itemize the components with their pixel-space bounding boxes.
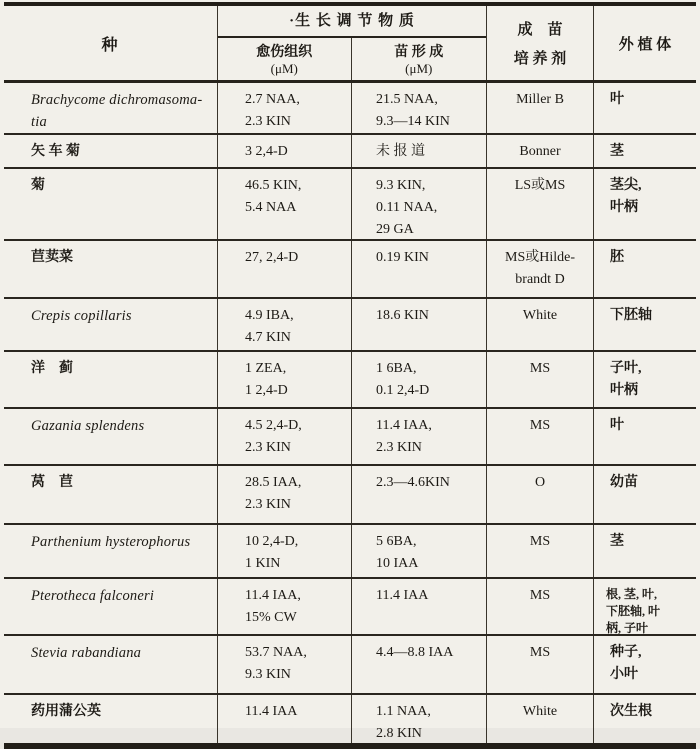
- medium-line: White: [522, 704, 558, 719]
- species-cell: [4, 299, 218, 350]
- explant-cell: [594, 695, 696, 743]
- medium-cell: [487, 352, 594, 407]
- explant-line: 叶: [610, 418, 624, 433]
- species-cell: [4, 579, 218, 634]
- header-explant: [594, 6, 696, 80]
- species-line: Brachycome dichromasoma-: [31, 92, 203, 108]
- shoot-cell: [352, 579, 487, 634]
- callus-cell: [218, 636, 352, 693]
- callus-line: 2.3 KIN: [245, 440, 291, 455]
- species-line: 菊: [31, 178, 45, 193]
- header-medium-line2: 培 养 剂: [513, 51, 567, 67]
- shoot-line: 9.3 KIN,: [376, 178, 426, 193]
- explant-cell: [594, 636, 696, 693]
- explant-line: 柄, 子叶: [606, 621, 649, 635]
- medium-cell: [487, 299, 594, 350]
- explant-line: 幼苗: [610, 475, 638, 490]
- explant-cell: [594, 525, 696, 577]
- callus-cell: [218, 169, 352, 239]
- shoot-cell: [352, 169, 487, 239]
- medium-line: MS: [529, 588, 551, 603]
- callus-cell: [218, 409, 352, 464]
- medium-line: MS: [529, 534, 551, 549]
- table-row: [4, 409, 696, 466]
- header-medium: [487, 6, 594, 80]
- callus-line: 46.5 KIN,: [245, 178, 302, 193]
- explant-cell: [594, 466, 696, 523]
- explant-line: 下胚轴, 叶: [606, 604, 661, 618]
- species-line: Crepis copillaris: [31, 308, 132, 324]
- medium-cell: [487, 83, 594, 133]
- shoot-cell: [352, 525, 487, 577]
- shoot-line: 21.5 NAA,: [376, 92, 438, 107]
- callus-cell: [218, 83, 352, 133]
- callus-line: 11.4 IAA: [245, 704, 298, 719]
- explant-line: 茎: [610, 534, 624, 549]
- table-row: [4, 695, 696, 743]
- species-cell: [4, 466, 218, 523]
- table-row: [4, 299, 696, 352]
- tissue-culture-table: [4, 2, 696, 749]
- medium-cell: [487, 525, 594, 577]
- species-cell: [4, 241, 218, 297]
- species-line: tia: [31, 114, 47, 130]
- explant-cell: [594, 579, 696, 634]
- header-species-label: 种: [101, 36, 120, 54]
- shoot-cell: [352, 695, 487, 743]
- shoot-line: 11.4 IAA,: [376, 418, 432, 433]
- header-callus: [218, 38, 352, 80]
- shoot-line: 1 6BA,: [376, 361, 417, 376]
- table-row: [4, 135, 696, 169]
- callus-line: 4.7 KIN: [245, 330, 291, 345]
- shoot-cell: [352, 83, 487, 133]
- callus-cell: [218, 299, 352, 350]
- species-line: Gazania splendens: [31, 418, 145, 434]
- explant-cell: [594, 241, 696, 297]
- species-cell: [4, 135, 218, 167]
- callus-cell: [218, 352, 352, 407]
- explant-cell: [594, 83, 696, 133]
- table-row: [4, 636, 696, 695]
- shoot-cell: [352, 352, 487, 407]
- shoot-line: 18.6 KIN: [376, 308, 429, 323]
- callus-line: 2.7 NAA,: [245, 92, 300, 107]
- species-cell: [4, 525, 218, 577]
- medium-line: Bonner: [519, 144, 561, 159]
- shoot-cell: [352, 466, 487, 523]
- species-cell: [4, 636, 218, 693]
- explant-line: 下胚轴: [610, 308, 652, 323]
- medium-line: MS: [529, 645, 551, 660]
- medium-line: MS: [529, 361, 551, 376]
- header-callus-label: 愈伤组织: [256, 45, 313, 60]
- explant-line: 叶: [610, 92, 624, 107]
- species-line: 洋 蓟: [31, 361, 73, 376]
- explant-cell: [594, 169, 696, 239]
- callus-line: 53.7 NAA,: [245, 645, 307, 660]
- species-line: 药用蒲公英: [31, 704, 101, 719]
- shoot-cell: [352, 636, 487, 693]
- table-row: [4, 352, 696, 409]
- table-row: [4, 241, 696, 299]
- explant-line: 胚: [610, 250, 624, 265]
- medium-cell: [487, 135, 594, 167]
- callus-line: 5.4 NAA: [245, 200, 297, 215]
- species-line: Parthenium hysterophorus: [31, 534, 191, 550]
- callus-line: 1 KIN: [245, 556, 281, 571]
- explant-line: 叶柄: [610, 200, 638, 215]
- callus-cell: [218, 135, 352, 167]
- header-growth-regulators-group: [218, 6, 487, 80]
- shoot-line: 2.3 KIN: [376, 440, 422, 455]
- explant-cell: [594, 409, 696, 464]
- species-cell: [4, 695, 218, 743]
- species-cell: [4, 169, 218, 239]
- table-row: [4, 83, 696, 135]
- callus-line: 11.4 IAA,: [245, 588, 301, 603]
- callus-line: 15% CW: [245, 610, 297, 625]
- table-row: [4, 579, 696, 636]
- medium-line: Miller B: [516, 92, 564, 107]
- medium-cell: [487, 409, 594, 464]
- callus-line: 2.3 KIN: [245, 114, 291, 129]
- explant-line: 小叶: [610, 667, 638, 682]
- shoot-line: 10 IAA: [376, 556, 419, 571]
- callus-line: 9.3 KIN: [245, 667, 291, 682]
- table-body: [4, 83, 696, 743]
- explant-line: 次生根: [610, 704, 652, 719]
- header-shoot-unit: (μM): [405, 61, 433, 76]
- medium-line: MS或Hilde-: [505, 250, 575, 265]
- medium-cell: [487, 169, 594, 239]
- callus-cell: [218, 466, 352, 523]
- shoot-line: 5 6BA,: [376, 534, 417, 549]
- callus-cell: [218, 579, 352, 634]
- callus-cell: [218, 695, 352, 743]
- shoot-line: 0.11 NAA,: [376, 200, 438, 215]
- shoot-cell: [352, 135, 487, 167]
- species-line: Pterotheca falconeri: [31, 588, 155, 604]
- header-growth-group-title: ·生 长 调 节 物 质: [218, 6, 486, 38]
- table-header: [4, 6, 696, 83]
- medium-line: White: [522, 308, 558, 323]
- header-shoot-formation: [352, 38, 487, 80]
- header-explant-label: 外 植 体: [618, 36, 672, 53]
- table-row: [4, 169, 696, 241]
- header-species: [4, 6, 218, 80]
- shoot-line: 0.1 2,4-D: [376, 383, 430, 398]
- callus-line: 4.9 IBA,: [245, 308, 294, 323]
- explant-cell: [594, 352, 696, 407]
- shoot-cell: [352, 241, 487, 297]
- callus-line: 2.3 KIN: [245, 497, 291, 512]
- species-line: 苣荬菜: [31, 250, 73, 265]
- header-medium-line1: 成 苗: [517, 22, 563, 38]
- header-growth-subcolumns: [218, 38, 486, 80]
- species-cell: [4, 352, 218, 407]
- explant-line: 子叶,: [610, 361, 642, 376]
- medium-cell: [487, 579, 594, 634]
- callus-line: 3 2,4-D: [245, 144, 288, 159]
- shoot-line: 0.19 KIN: [376, 250, 429, 265]
- shoot-line: 1.1 NAA,: [376, 704, 431, 719]
- callus-line: 28.5 IAA,: [245, 475, 302, 490]
- explant-line: 种子,: [610, 645, 642, 660]
- medium-cell: [487, 466, 594, 523]
- shoot-line: 2.3—4.6KIN: [376, 475, 450, 490]
- species-line: 矢 车 菊: [31, 144, 80, 159]
- header-callus-unit: (μM): [270, 61, 298, 76]
- callus-cell: [218, 241, 352, 297]
- header-shoot-label: 苗 形 成: [394, 45, 444, 60]
- callus-line: 1 2,4-D: [245, 383, 288, 398]
- callus-cell: [218, 525, 352, 577]
- medium-line: MS: [529, 418, 551, 433]
- shoot-line: 4.4—8.8 IAA: [376, 645, 454, 660]
- shoot-line: 11.4 IAA: [376, 588, 429, 603]
- medium-cell: [487, 636, 594, 693]
- callus-line: 27, 2,4-D: [245, 250, 299, 265]
- callus-line: 1 ZEA,: [245, 361, 287, 376]
- explant-line: 叶柄: [610, 383, 638, 398]
- explant-cell: [594, 135, 696, 167]
- species-cell: [4, 83, 218, 133]
- callus-line: 4.5 2,4-D,: [245, 418, 302, 433]
- table-row: [4, 466, 696, 525]
- shoot-cell: [352, 409, 487, 464]
- medium-cell: [487, 695, 594, 743]
- shoot-line: 9.3—14 KIN: [376, 114, 450, 129]
- shoot-line: 未 报 道: [376, 144, 425, 159]
- explant-cell: [594, 299, 696, 350]
- shoot-cell: [352, 299, 487, 350]
- species-line: Stevia rabandiana: [31, 645, 142, 661]
- medium-cell: [487, 241, 594, 297]
- explant-line: 茎尖,: [610, 178, 642, 193]
- explant-line: 茎: [610, 144, 624, 159]
- species-cell: [4, 409, 218, 464]
- medium-line: brandt D: [515, 272, 565, 287]
- species-line: 莴 苣: [31, 475, 73, 490]
- shoot-line: 29 GA: [376, 222, 414, 237]
- table-row: [4, 525, 696, 579]
- shoot-line: 2.8 KIN: [376, 726, 422, 741]
- medium-line: O: [534, 475, 546, 490]
- explant-line: 根, 茎, 叶,: [606, 587, 658, 601]
- callus-line: 10 2,4-D,: [245, 534, 299, 549]
- medium-line: LS或MS: [514, 178, 566, 193]
